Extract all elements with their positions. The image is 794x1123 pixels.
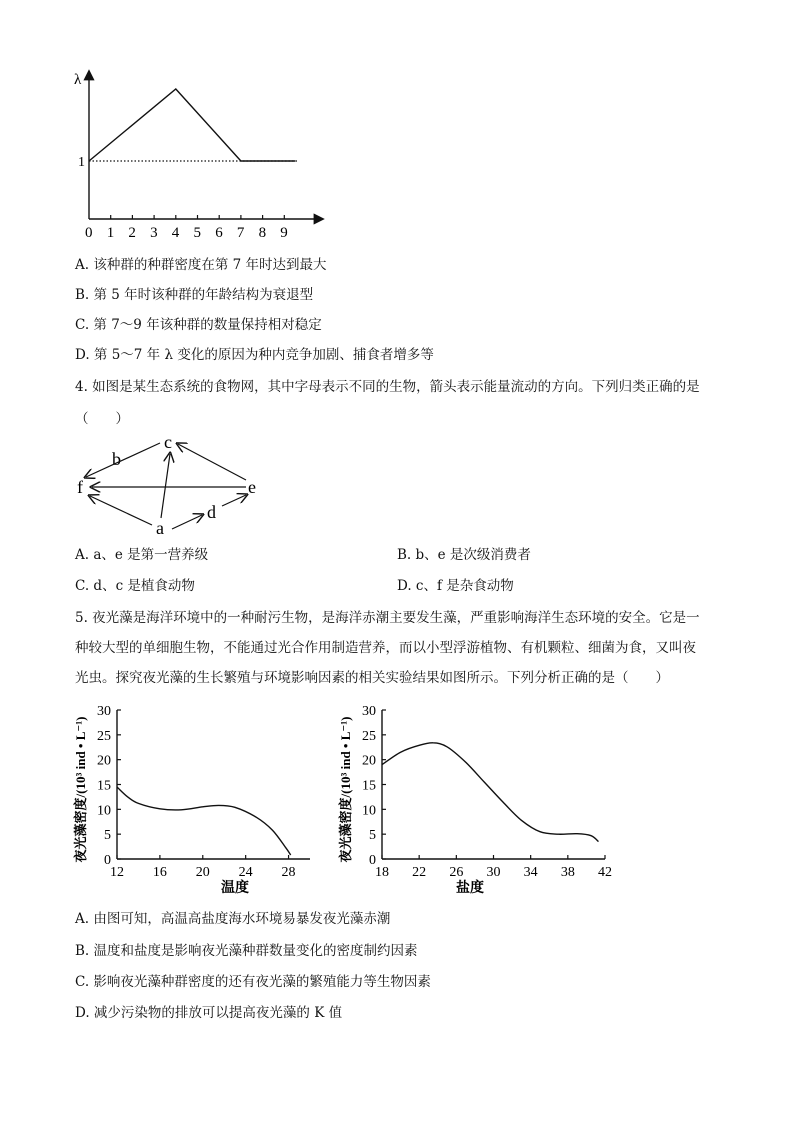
q5-option-b[interactable]: B. 温度和盐度是影响夜光藻种群数量变化的密度制约因素 — [75, 943, 418, 959]
y-tick-label: 1 — [78, 155, 85, 170]
y-axis-label: 夜光藻密度/(10³ ind • L⁻¹) — [73, 716, 88, 863]
q4-stem: 4. 如图是某生态系统的食物网，其中字母表示不同的生物，箭头表示能量流动的方向。下列归类正确的是 — [75, 379, 700, 395]
y-tick-label: 5 — [104, 828, 111, 844]
x-tick-label: 30 — [486, 865, 501, 880]
q3-option-a[interactable]: A. 该种群的种群密度在第 7 年时达到最大 — [75, 257, 327, 273]
x-tick-label: 9 — [280, 225, 288, 241]
temperature-chart — [70, 700, 330, 900]
x-tick-label: 24 — [238, 865, 253, 880]
y-tick-label: 0 — [369, 853, 376, 868]
q5-stem-line1: 5. 夜光藻是海洋环境中的一种耐污生物，是海洋赤潮主要发生藻，严重影响海洋生态环境的安全。它是一 — [75, 610, 700, 626]
y-axis-label: λ — [74, 72, 82, 88]
density-curve — [117, 787, 291, 855]
arrow-a-to-d — [172, 515, 202, 529]
x-tick-label: 26 — [449, 865, 464, 880]
salinity-chart — [335, 700, 620, 900]
x-tick-label: 34 — [523, 865, 538, 880]
q3-option-d[interactable]: D. 第 5～7 年 λ 变化的原因为种内竞争加剧、捕食者增多等 — [75, 347, 434, 363]
x-tick-label: 2 — [128, 225, 136, 241]
x-tick-label: 28 — [281, 865, 296, 880]
x-axis-label: 盐度 — [456, 881, 484, 896]
lambda-chart — [60, 62, 340, 242]
arrow-a-to-f — [90, 496, 152, 525]
x-tick-label: 12 — [110, 865, 124, 880]
food-web-diagram — [70, 430, 280, 540]
x-tick-label: 18 — [375, 865, 389, 880]
lambda-line — [89, 89, 295, 161]
y-tick-label: 25 — [97, 728, 111, 744]
x-tick-label: 1 — [106, 225, 115, 241]
arrow-a-to-c — [161, 454, 170, 518]
y-tick-label: 20 — [97, 753, 111, 769]
y-tick-label: 15 — [362, 778, 376, 794]
x-tick-label: 4 — [171, 225, 180, 241]
node-c: c — [164, 432, 172, 452]
x-tick-label: 16 — [152, 865, 167, 880]
q4-answer-paren: （ ） — [75, 411, 129, 427]
q3-option-c[interactable]: C. 第 7～9 年该种群的数量保持相对稳定 — [75, 317, 322, 333]
x-tick-label: 6 — [215, 225, 223, 241]
density-curve — [382, 743, 599, 842]
node-f: f — [77, 477, 83, 497]
x-tick-label: 22 — [412, 865, 427, 880]
arrow-e-to-c — [178, 444, 246, 480]
y-tick-label: 10 — [97, 803, 111, 819]
x-axis-label: 温度 — [221, 881, 249, 896]
x-tick-label: 5 — [193, 225, 201, 241]
y-tick-label: 30 — [362, 704, 376, 719]
y-tick-label: 25 — [362, 728, 376, 744]
node-d: d — [207, 502, 216, 522]
q4-option-d[interactable]: D. c、f 是杂食动物 — [397, 578, 514, 594]
q5-option-a[interactable]: A. 由图可知，高温高盐度海水环境易暴发夜光藻赤潮 — [75, 911, 391, 927]
q4-option-a[interactable]: A. a、e 是第一营养级 — [75, 547, 209, 563]
arrow-d-to-e — [222, 495, 246, 506]
node-a: a — [156, 518, 164, 538]
y-tick-label: 15 — [97, 778, 111, 794]
q5-stem-line2: 种较大型的单细胞生物，不能通过光合作用制造营养，而以小型浮游植物、有机颗粒、细菌为食，又叫夜 — [75, 640, 696, 656]
x-tick-label: 7 — [236, 225, 245, 241]
arrow-c-to-f — [86, 443, 160, 477]
y-tick-label: 20 — [362, 753, 376, 769]
x-tick-label: 3 — [150, 225, 158, 241]
q5-option-c[interactable]: C. 影响夜光藻种群密度的还有夜光藻的繁殖能力等生物因素 — [75, 974, 431, 990]
x-tick-label: 38 — [560, 865, 575, 880]
q5-stem-line3: 光虫。探究夜光藻的生长繁殖与环境影响因素的相关实验结果如图所示。下列分析正确的是（ ） — [75, 670, 669, 686]
y-tick-label: 30 — [97, 704, 111, 719]
x-tick-label: 42 — [598, 865, 612, 880]
x-tick-label: 0 — [85, 225, 93, 241]
y-tick-label: 10 — [362, 803, 376, 819]
node-e: e — [248, 477, 256, 497]
q4-option-b[interactable]: B. b、e 是次级消费者 — [397, 547, 531, 563]
y-axis-label: 夜光藻密度/(10³ ind • L⁻¹) — [338, 716, 353, 863]
q5-option-d[interactable]: D. 减少污染物的排放可以提高夜光藻的 K 值 — [75, 1005, 343, 1021]
x-tick-label: 20 — [195, 865, 210, 880]
q3-option-b[interactable]: B. 第 5 年时该种群的年龄结构为衰退型 — [75, 287, 314, 303]
x-tick-label: 8 — [258, 225, 267, 241]
node-b: b — [112, 449, 121, 469]
y-tick-label: 0 — [104, 853, 111, 868]
y-tick-label: 5 — [369, 828, 376, 844]
q4-option-c[interactable]: C. d、c 是植食动物 — [75, 578, 195, 594]
